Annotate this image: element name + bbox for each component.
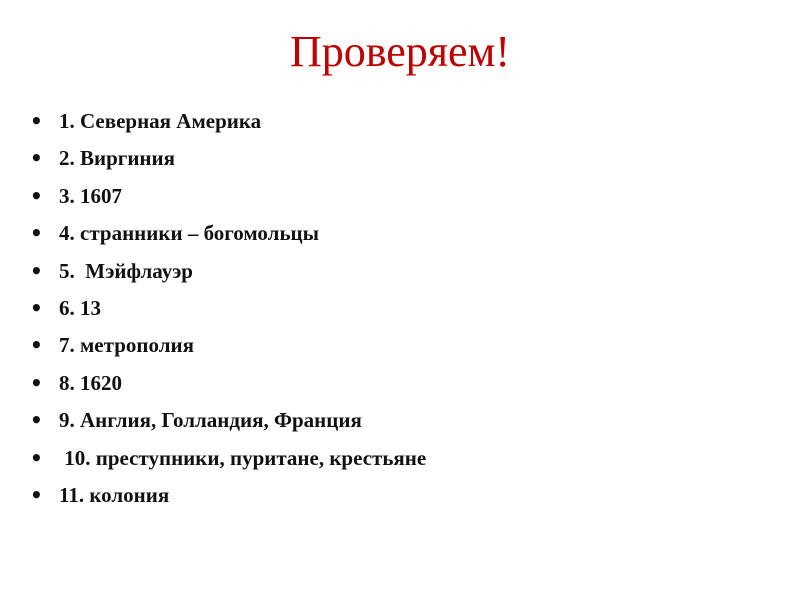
answer-text: 3. 1607 xyxy=(59,183,122,208)
slide-title: Проверяем! xyxy=(289,27,511,76)
answer-item xyxy=(30,478,770,515)
answer-text: 7. метрополия xyxy=(59,333,194,358)
answer-item xyxy=(30,403,770,440)
answer-text: 1. Северная Америка xyxy=(59,109,262,133)
bullet-icon: • xyxy=(30,333,43,358)
bullet-icon: • xyxy=(30,109,43,133)
bullet-icon: • xyxy=(30,221,43,246)
answer-text: 5. Мэйфлауэр xyxy=(59,258,193,283)
answer-item xyxy=(30,441,770,478)
answer-text: 10. преступники, пуритане, крестьяне xyxy=(59,445,427,470)
bullet-icon: • xyxy=(30,295,43,320)
bullet-icon: • xyxy=(30,183,43,208)
bullet-icon: • xyxy=(30,445,43,470)
answer-item xyxy=(30,328,770,365)
answer-item xyxy=(30,216,770,253)
answer-text: 2. Виргиния xyxy=(59,146,175,171)
answer-item xyxy=(30,179,770,216)
answer-text: 9. Англия, Голландия, Франция xyxy=(59,408,362,433)
answer-text: 4. странники – богомольцы xyxy=(59,221,320,246)
answer-item xyxy=(30,291,770,328)
answer-item xyxy=(30,104,770,141)
answer-item xyxy=(30,141,770,178)
answer-text: 8. 1620 xyxy=(59,370,122,395)
bullet-icon: • xyxy=(30,146,43,171)
answer-text: 6. 13 xyxy=(59,295,101,320)
answer-item xyxy=(30,254,770,291)
bullet-icon: • xyxy=(30,370,43,395)
answer-list xyxy=(30,104,770,515)
bullet-icon: • xyxy=(30,258,43,283)
answer-text: 11. колония xyxy=(59,482,170,507)
bullet-icon: • xyxy=(30,408,43,433)
bullet-icon: • xyxy=(30,482,43,507)
answer-item xyxy=(30,366,770,403)
